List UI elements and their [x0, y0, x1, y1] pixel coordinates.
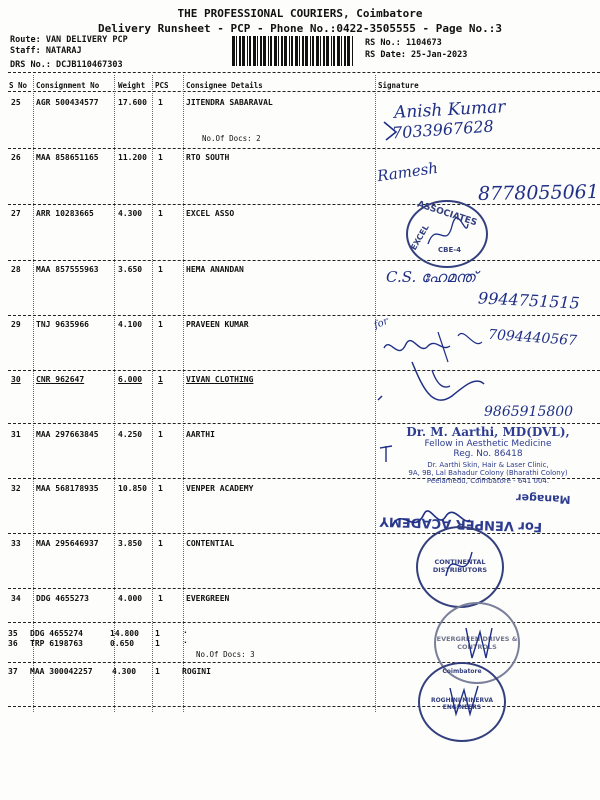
roghini-stamp [418, 662, 506, 742]
stamp-text: For VENPER ACADEMY [379, 513, 543, 534]
col-consignment: Consignment No [36, 81, 100, 90]
signature-25-phone: 7033967628 [391, 116, 495, 143]
col-sno: S No [9, 81, 28, 90]
row-consignee: EXCEL ASSO [186, 209, 235, 218]
row-rule [8, 706, 600, 707]
row-sno: 36 [8, 639, 18, 648]
row-sno: 35 [8, 629, 18, 638]
continental-stamp [416, 526, 504, 608]
stamp-text: Manager [515, 491, 571, 506]
signature-30-phone: 9865915800 [484, 404, 574, 420]
signature-26-phone: 8778055061 [477, 180, 600, 206]
col-signature: Signature [378, 81, 419, 90]
stamp-text: Peelamedu, Coimbatore - 641 004. [426, 477, 550, 485]
rs-date: RS Date: 25-Jan-2023 [365, 50, 468, 60]
row-weight: 11.200 [118, 153, 147, 162]
col-divider [152, 75, 153, 712]
barcode [232, 36, 354, 66]
drs-number: DRS No.: DCJB110467303 [10, 60, 123, 70]
row-pcs: 1 [158, 430, 163, 439]
row-sno: 29 [11, 320, 21, 329]
row-consignment: DDG 4655274 [30, 629, 83, 638]
company-title: THE PROFESSIONAL COURIERS, Coimbatore [177, 7, 423, 20]
row-weight: 4.100 [118, 320, 143, 329]
row-weight: 17.600 [118, 98, 147, 107]
row-rule [8, 423, 600, 424]
row-pcs: 1 [158, 539, 163, 548]
row-consignment: MAA 568178935 [36, 484, 99, 493]
row-rule [8, 315, 600, 316]
row-pcs: 1 [158, 320, 163, 329]
stamp-text: CONTINENTAL DISTRIBUTORS [432, 558, 488, 574]
row-rule [8, 588, 600, 589]
row-pcs: 1 [155, 639, 160, 648]
row-rule [8, 533, 600, 534]
row-pcs: 1 [158, 484, 163, 493]
row-weight: 14.800 [110, 629, 139, 638]
runsheet-title: Delivery Runsheet - PCP - Phone No.:0422-3505555 - Page No.:3 [98, 22, 502, 35]
col-consignee: Consignee Details [186, 81, 263, 90]
signature-scribble [372, 356, 492, 416]
row-pcs: 1 [158, 209, 163, 218]
row-weight: 4.300 [112, 667, 137, 676]
signature-scribble [458, 618, 498, 668]
signature-26-name: Ramesh [376, 158, 440, 186]
header-rule-bottom [8, 91, 600, 92]
row-pcs: 1 [158, 594, 163, 603]
row-consignee: PRAVEEN KUMAR [186, 320, 249, 329]
row-pcs: 1 [158, 98, 163, 107]
dr-aarthi-stamp [383, 425, 593, 485]
row-consignee: EVERGREEN [186, 594, 230, 603]
stamp-text: Fellow in Aesthetic Medicine [424, 439, 552, 449]
col-pcs: PCS [155, 81, 169, 90]
signature-scribble [380, 118, 400, 144]
stamp-text: EXCEL [409, 223, 431, 252]
stamp-text: Dr. M. Aarthi, MD(DVL), [406, 425, 570, 439]
rs-number: RS No.: 1104673 [365, 38, 442, 48]
row-pcs: 1 [158, 153, 163, 162]
row-weight: 4.300 [118, 209, 143, 218]
row-sno: 25 [11, 98, 21, 107]
col-weight: Weight [118, 81, 146, 90]
signature-scribble [436, 536, 486, 596]
stamp-text: ROGHINI MINERVA ENGINEERS [430, 697, 494, 711]
row-consignment: MAA 300042257 [30, 667, 93, 676]
row-sno: 26 [11, 153, 21, 162]
row-sno: 33 [11, 539, 21, 548]
row-consignment: ARR 10283665 [36, 209, 94, 218]
row-pcs: 1 [158, 265, 163, 274]
row-consignee: ROGINI [182, 667, 211, 676]
row-consignee: RTO SOUTH [186, 153, 230, 162]
row-weight: 6.000 [118, 375, 143, 384]
signature-28-phone: 9944751515 [477, 288, 581, 313]
row-consignment: DDG 4655273 [36, 594, 89, 603]
row-docs: No.Of Docs: 3 [196, 650, 255, 659]
signature-scribble [444, 678, 484, 722]
row-sno: 34 [11, 594, 21, 603]
row-consignee: . [183, 636, 188, 645]
route-label: Route: VAN DELIVERY PCP [10, 35, 128, 45]
row-rule [8, 260, 600, 261]
row-consignee: JITENDRA SABARAVAL [186, 98, 273, 107]
stamp-text: Reg. No. 86418 [453, 449, 523, 459]
col-divider [183, 75, 184, 712]
row-consignment: MAA 857555963 [36, 265, 99, 274]
row-rule [8, 148, 600, 149]
col-divider [114, 75, 115, 712]
signature-scribble [374, 440, 404, 470]
stamp-text: ASSOCIATES [415, 199, 479, 229]
stamp-text: Coimbatore [442, 668, 482, 675]
stamp-text: Dr. Aarthi Skin, Hair & Laser Clinic, [427, 461, 549, 469]
col-divider [33, 75, 34, 712]
row-consignment: CNR 962647 [36, 375, 85, 384]
staff-label: Staff: NATARAJ [10, 46, 82, 56]
row-sno: 28 [11, 265, 21, 274]
stamp-text: EVERGREEN DRIVES & CONTROLS [436, 635, 518, 651]
signature-25-name: Anish Kumar [393, 97, 506, 123]
row-consignee: HEMA ANANDAN [186, 265, 244, 274]
row-consignee: VENPER ACADEMY [186, 484, 254, 493]
row-sno: 31 [11, 430, 21, 439]
row-consignee: AARTHI [186, 430, 215, 439]
row-sno: 27 [11, 209, 21, 218]
row-consignment: MAA 858651165 [36, 153, 99, 162]
row-pcs: 1 [155, 629, 160, 638]
row-sno: 32 [11, 484, 21, 493]
row-consignment: TNJ 9635966 [36, 320, 89, 329]
signature-28-name: C.S. ഹേമന്ത് [386, 268, 476, 286]
signature-scribble [422, 214, 472, 254]
row-pcs: 1 [155, 667, 160, 676]
signature-29-note: for [372, 315, 390, 332]
row-weight: 0.650 [110, 639, 135, 648]
row-pcs: 1 [158, 375, 163, 384]
row-weight: 3.650 [118, 265, 143, 274]
row-weight: 10.850 [118, 484, 147, 493]
row-consignment: MAA 295646937 [36, 539, 99, 548]
row-consignment: AGR 500434577 [36, 98, 99, 107]
signature-29-phone: 7094440567 [487, 326, 578, 350]
row-consignee: CONTENTIAL [186, 539, 235, 548]
row-consignee: . [183, 626, 188, 635]
stamp-text: CBE-4 [438, 246, 462, 254]
row-weight: 3.850 [118, 539, 143, 548]
excel-associates-stamp [406, 200, 488, 268]
row-sno: 37 [8, 667, 18, 676]
row-sno: 30 [11, 375, 21, 384]
row-consignee: VIVAN CLOTHING [186, 375, 254, 384]
row-consignment: TRP 6198763 [30, 639, 83, 648]
row-rule [8, 370, 600, 371]
row-weight: 4.000 [118, 594, 143, 603]
row-weight: 4.250 [118, 430, 143, 439]
stamp-text: 9A, 9B, Lal Bahadur Colony (Bharathi Colony) [408, 469, 568, 477]
header-rule-top [8, 72, 600, 73]
row-docs: No.Of Docs: 2 [202, 134, 261, 143]
row-consignment: MAA 297663845 [36, 430, 99, 439]
